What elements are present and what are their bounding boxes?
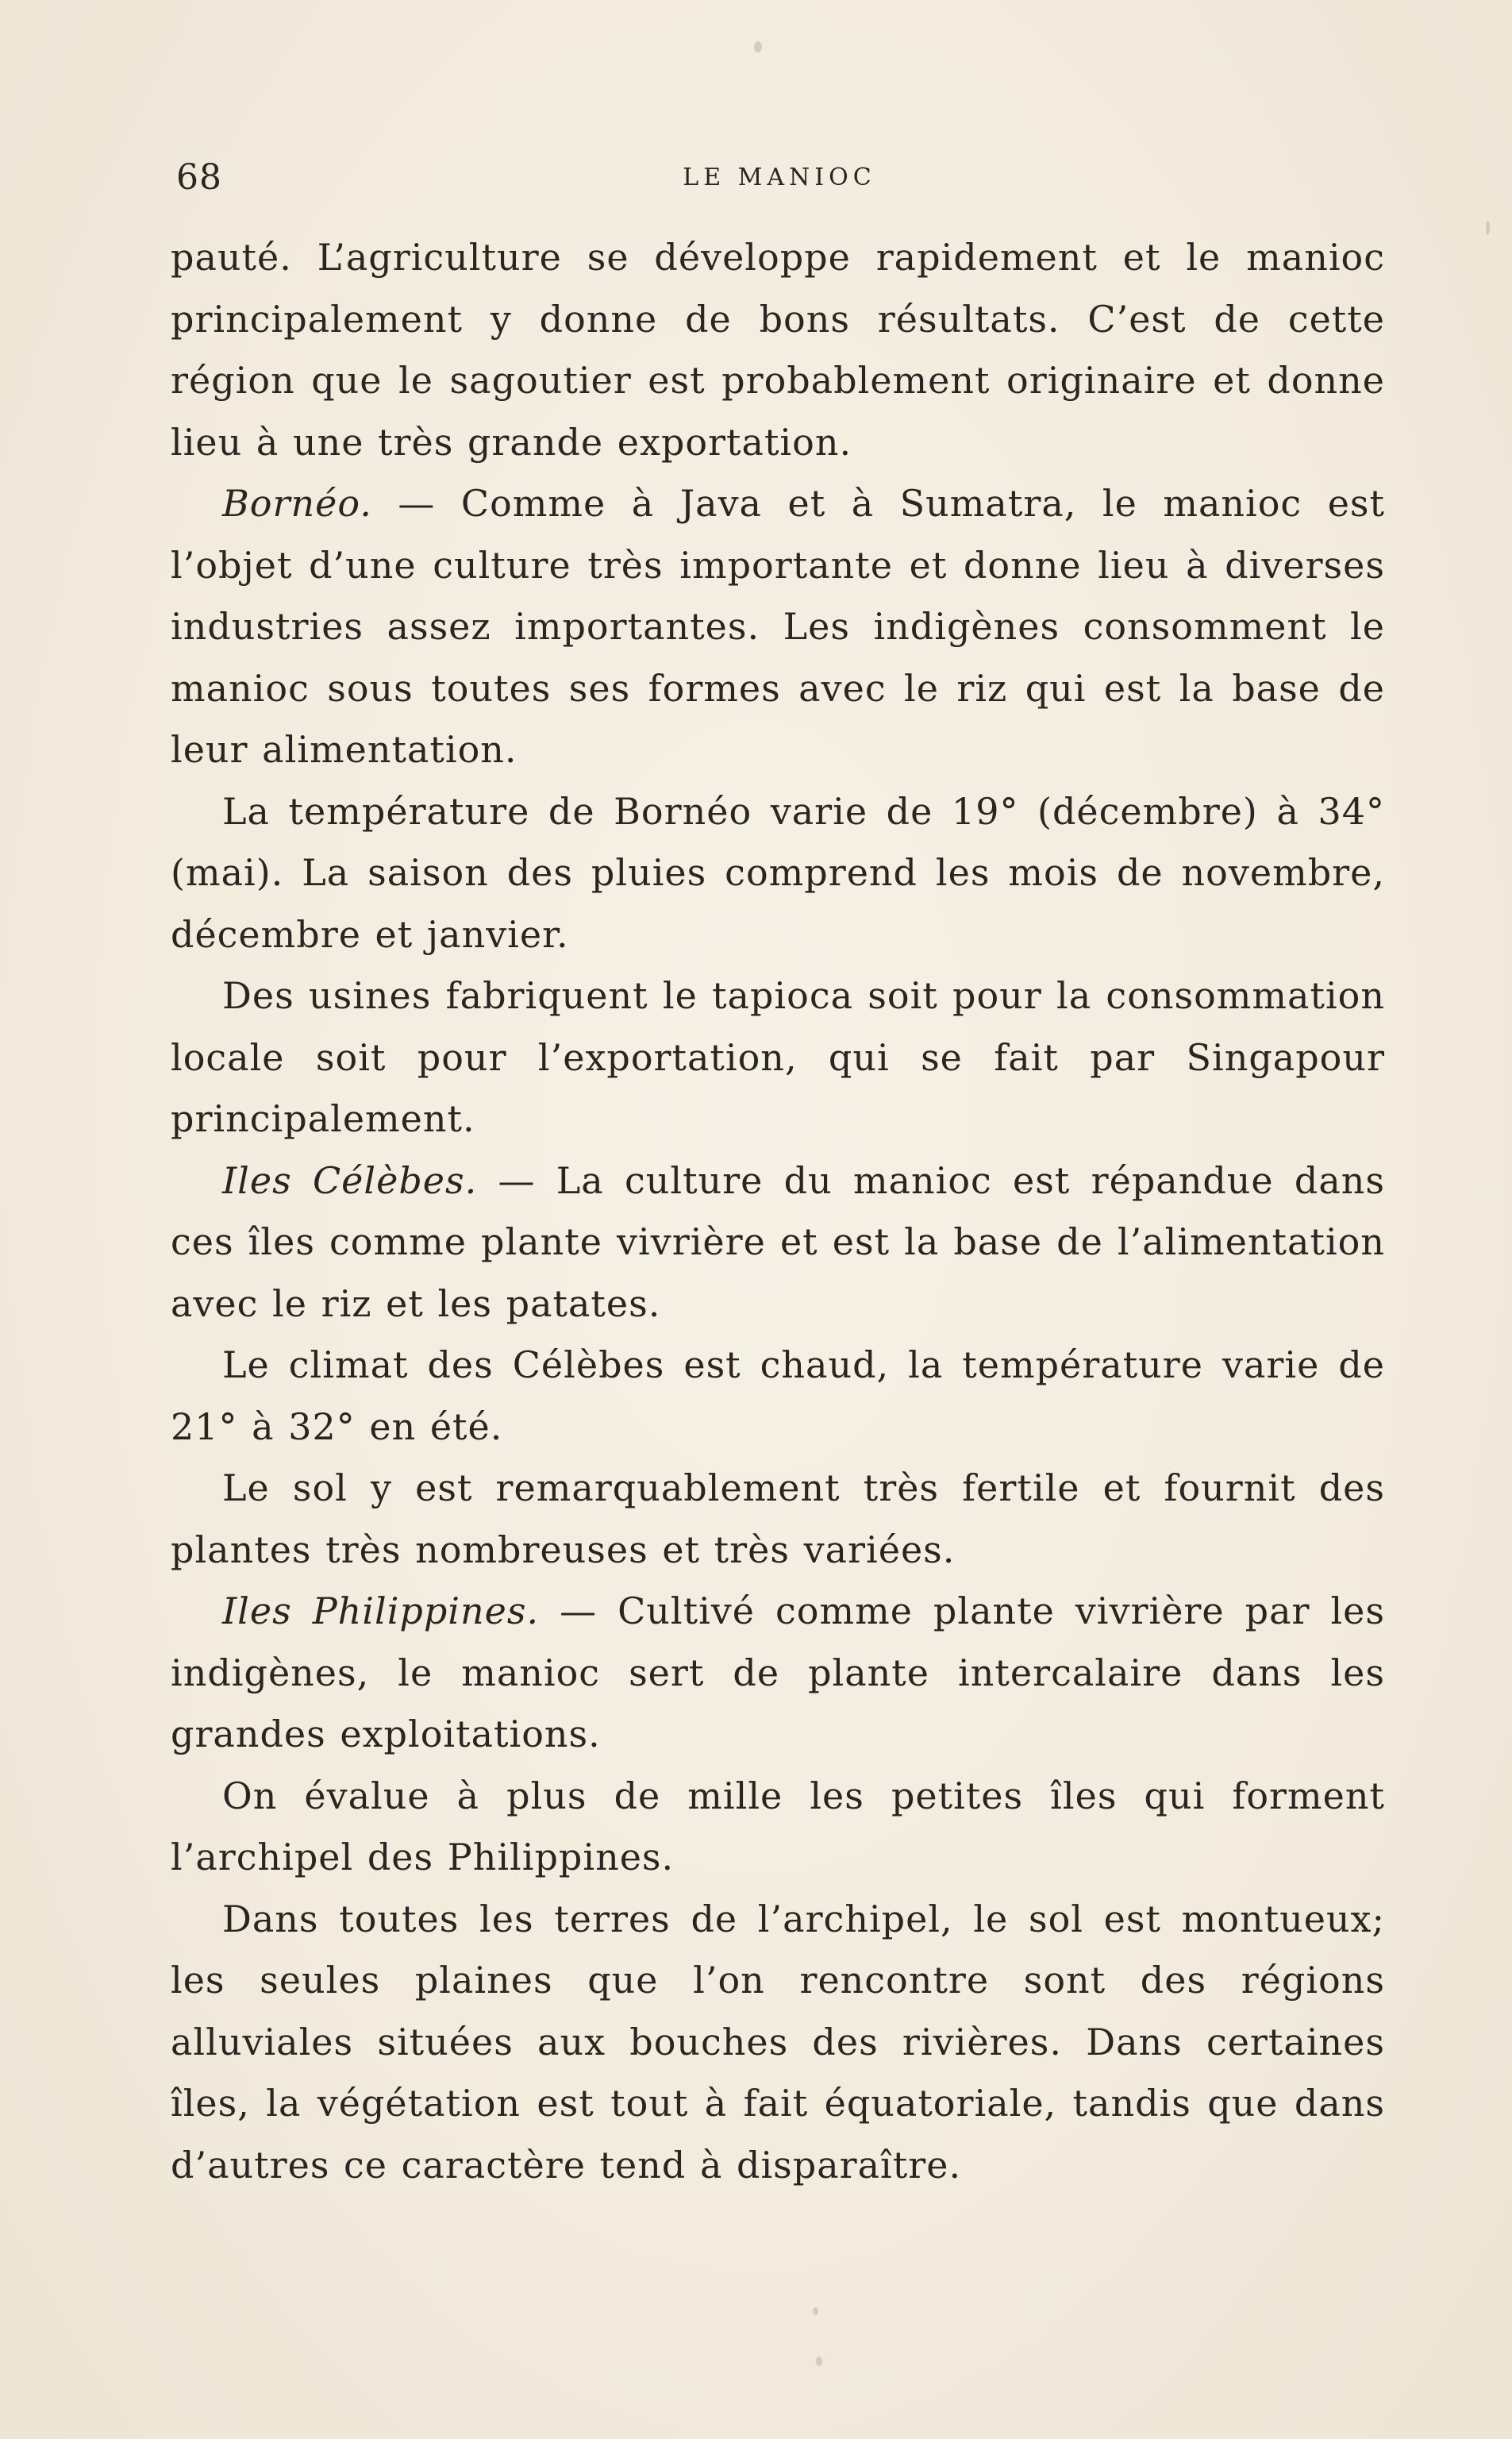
running-title: LE MANIOC xyxy=(683,164,876,191)
paragraph-borneo xyxy=(171,473,1385,781)
paragraph-text: pauté. L’agriculture se développe rapidement et le manioc principalement y donne de bons résultats. C’est de cette région que le sagoutier est probablement originaire et donne lieu à une très grande exportation. xyxy=(171,236,1385,464)
paper-speck xyxy=(813,2307,818,2315)
paper-speck xyxy=(1486,221,1490,235)
body-text xyxy=(171,227,1385,2196)
page-header xyxy=(176,157,1383,205)
paragraph-text: — Cultivé comme plante vivrière par les indigènes, le manioc sert de plante intercalaire dans les grandes exploitations. xyxy=(171,1589,1386,1755)
paragraph-text: Le climat des Célèbes est chaud, la température varie de 21° à 32° en été. xyxy=(171,1343,1385,1448)
paper-speck xyxy=(754,41,762,52)
paragraph-text: — Comme à Java et à Sumatra, le manioc est l’objet d’une culture très importante et donne lieu à diverses industries assez importantes. Les indigènes consomment le manioc sous toutes ses formes avec le riz qui est la base de leur alimentation. xyxy=(171,482,1386,771)
paragraph xyxy=(171,1458,1385,1581)
paragraph xyxy=(171,965,1385,1150)
paragraph xyxy=(171,1766,1385,1889)
section-lead-borneo: Bornéo. xyxy=(222,482,372,525)
paragraph-celebes xyxy=(171,1150,1385,1335)
section-lead-philippines: Iles Philippines. xyxy=(222,1589,540,1632)
paragraph xyxy=(171,781,1385,966)
paper-speck xyxy=(816,2356,822,2366)
paragraph xyxy=(171,1335,1385,1458)
paragraph-text: Des usines fabriquent le tapioca soit pour la consommation locale soit pour l’exportation, qui se fait par Singapour principalement. xyxy=(171,974,1385,1140)
page-number: 68 xyxy=(176,157,222,198)
paragraph-philippines xyxy=(171,1581,1385,1766)
paragraph-text: La température de Bornéo varie de 19° (décembre) à 34° (mai). La saison des pluies comprend les mois de novembre, décembre et janvier. xyxy=(171,789,1385,956)
paragraph-text: Dans toutes les terres de l’archipel, le sol est montueux; les seules plaines que l’on rencontre sont des régions alluviales situées aux bouches des rivières. Dans certaines îles, la végétation est tout à fait équatoriale, tandis que dans d’autres ce caractère tend à disparaître. xyxy=(171,1897,1385,2187)
paragraph xyxy=(171,1889,1385,2197)
paragraph-text: Le sol y est remarquablement très fertile et fournit des plantes très nombreuses et très variées. xyxy=(171,1466,1385,1571)
paragraph-text: — La culture du manioc est répandue dans ces îles comme plante vivrière et est la base de l’alimentation avec le riz et les patates. xyxy=(171,1158,1385,1325)
paragraph xyxy=(171,227,1385,473)
paragraph-text: On évalue à plus de mille les petites îles qui forment l’archipel des Philippines. xyxy=(171,1774,1385,1878)
section-lead-celebes: Iles Célèbes. xyxy=(222,1158,478,1202)
